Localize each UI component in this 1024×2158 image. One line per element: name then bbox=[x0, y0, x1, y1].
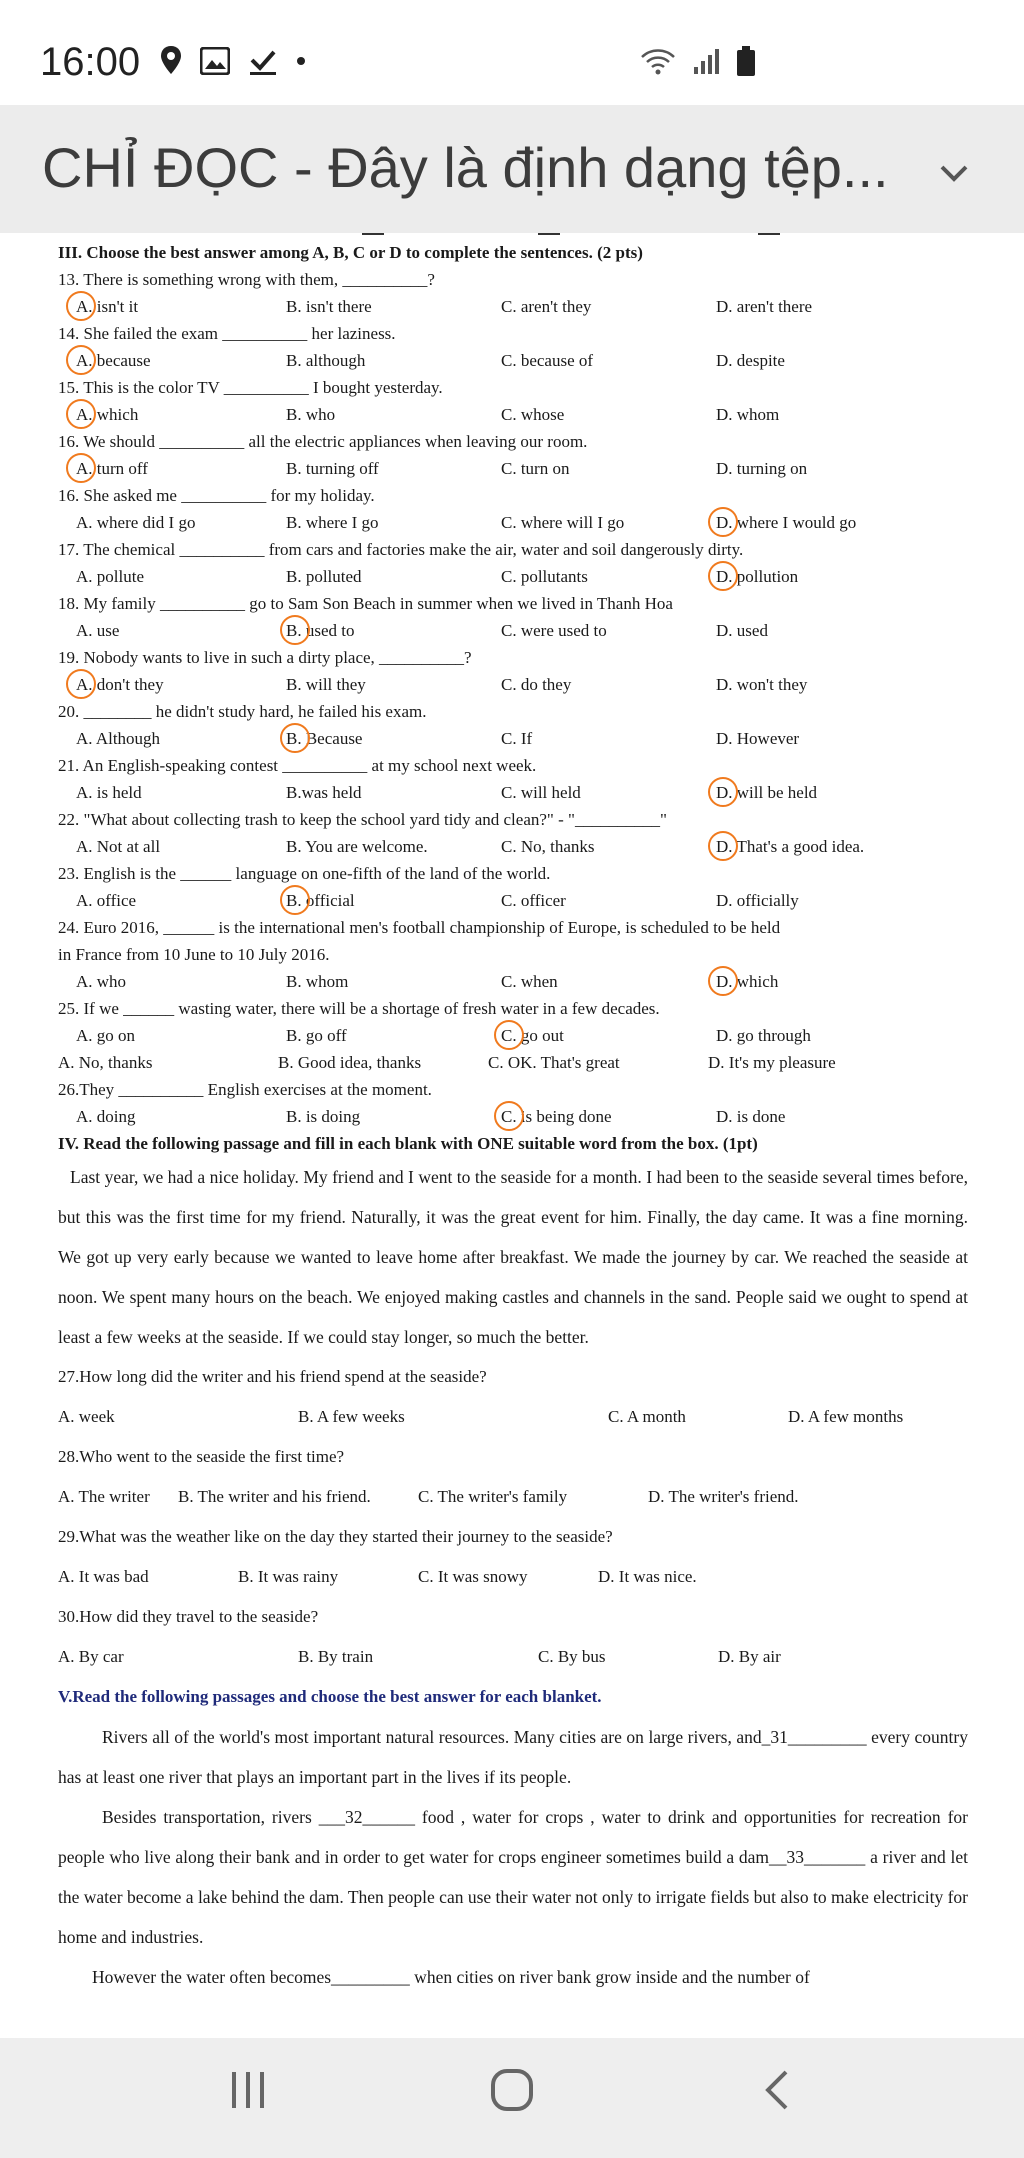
options-25-extra bbox=[58, 1049, 968, 1076]
option: B. go off bbox=[286, 1026, 347, 1045]
question-16b: 16. She asked me __________ for my holiday. bbox=[58, 486, 375, 505]
option: C. will held bbox=[501, 783, 581, 802]
option: B. who bbox=[286, 405, 336, 424]
location-icon bbox=[160, 46, 182, 76]
options-15 bbox=[58, 401, 968, 428]
option: C. OK. That's great bbox=[488, 1053, 620, 1072]
option: C. when bbox=[501, 972, 558, 991]
question-30: 30.How did they travel to the seaside? bbox=[58, 1607, 319, 1626]
option: C. where will I go bbox=[501, 513, 625, 532]
answer-mark bbox=[494, 1020, 524, 1050]
document-title[interactable]: CHỈ ĐỌC - Đây là định dạng tệp... bbox=[42, 136, 889, 199]
option: B. whom bbox=[286, 972, 349, 991]
question-21: 21. An English-speaking contest __________ at my school next week. bbox=[58, 756, 537, 775]
option: D. It was nice. bbox=[598, 1567, 697, 1586]
options-28 bbox=[58, 1477, 968, 1517]
home-icon[interactable] bbox=[490, 2068, 534, 2112]
question-25: 25. If we ______ wasting water, there will be a shortage of fresh water in a few decades. bbox=[58, 999, 660, 1018]
option: D. used bbox=[716, 621, 768, 640]
option: D. By air bbox=[718, 1647, 781, 1666]
option: C. is being done bbox=[501, 1107, 612, 1126]
option: B. Because bbox=[286, 729, 363, 748]
option: C. A month bbox=[608, 1407, 686, 1426]
option: B. isn't there bbox=[286, 297, 372, 316]
option: D. which bbox=[716, 972, 779, 991]
option: A. because bbox=[76, 351, 151, 370]
options-21 bbox=[58, 779, 968, 806]
option: A. Although bbox=[76, 729, 161, 748]
option: C. aren't they bbox=[501, 297, 592, 316]
option: B. polluted bbox=[286, 567, 362, 586]
signal-icon bbox=[692, 47, 720, 75]
option: D. where I would go bbox=[716, 513, 857, 532]
option: C. turn on bbox=[501, 459, 570, 478]
option: A. It was bad bbox=[58, 1567, 149, 1586]
option: C. officer bbox=[501, 891, 566, 910]
option: A. The writer bbox=[58, 1487, 150, 1506]
option: A. which bbox=[76, 405, 139, 424]
option: A. where did I go bbox=[76, 513, 196, 532]
option: C. The writer's family bbox=[418, 1487, 568, 1506]
option: B. is doing bbox=[286, 1107, 361, 1126]
option: B. A few weeks bbox=[298, 1407, 405, 1426]
option: A. is held bbox=[76, 783, 142, 802]
navigation-bar bbox=[0, 2038, 1024, 2158]
chevron-down-icon[interactable] bbox=[934, 153, 974, 193]
option: A. office bbox=[76, 891, 137, 910]
option: A. No, thanks bbox=[58, 1053, 153, 1072]
option: A. week bbox=[58, 1407, 115, 1426]
option: D. despite bbox=[716, 351, 785, 370]
question-18: 18. My family __________ go to Sam Son Beach in summer when we lived in Thanh Hoa bbox=[58, 594, 673, 613]
option: B. official bbox=[286, 891, 355, 910]
option: C. go out bbox=[501, 1026, 564, 1045]
question-14: 14. She failed the exam __________ her laziness. bbox=[58, 324, 396, 343]
question-24-cont: in France from 10 June to 10 July 2016. bbox=[58, 945, 330, 964]
question-19: 19. Nobody wants to live in such a dirty place, __________? bbox=[58, 648, 472, 667]
options-17 bbox=[58, 563, 968, 590]
passage-1: Last year, we had a nice holiday. My friend and I went to the seaside for a month. I had been to the seaside several times before, but this was the first time for my friend. Naturally, it was the great event for him. Finally, the day came. It was a fine morning. We got up very early because we wanted to leave home after breakfast. We made the journey by car. We reached the seaside at noon. We spent many hours on the beach. We enjoyed making castles and channels in the sand. People said we ought to spend at least a few weeks at the seaside. If we could stay longer, so much the better. bbox=[58, 1167, 968, 1347]
options-24 bbox=[58, 968, 968, 995]
option: B. used to bbox=[286, 621, 355, 640]
answer-mark bbox=[66, 399, 96, 429]
option: B. You are welcome. bbox=[286, 837, 428, 856]
question-23: 23. English is the ______ language on one-fifth of the land of the world. bbox=[58, 864, 551, 883]
question-15: 15. This is the color TV __________ I bought yesterday. bbox=[58, 378, 443, 397]
option: B.was held bbox=[286, 783, 362, 802]
answer-mark bbox=[708, 777, 738, 807]
answer-mark bbox=[280, 615, 310, 645]
option: D. aren't there bbox=[716, 297, 813, 316]
options-13 bbox=[58, 293, 968, 320]
option: C. whose bbox=[501, 405, 565, 424]
option: A. don't they bbox=[76, 675, 164, 694]
option: C. were used to bbox=[501, 621, 607, 640]
app-bar bbox=[0, 105, 1024, 233]
option: A. Not at all bbox=[76, 837, 161, 856]
answer-mark bbox=[280, 723, 310, 753]
options-27 bbox=[58, 1397, 968, 1437]
option: D. is done bbox=[716, 1107, 786, 1126]
back-icon[interactable] bbox=[760, 2068, 796, 2112]
question-26: 26.They __________ English exercises at the moment. bbox=[58, 1080, 432, 1099]
dot-icon bbox=[296, 56, 306, 66]
status-time: 16:00 bbox=[40, 40, 141, 84]
option: B. It was rainy bbox=[238, 1567, 339, 1586]
option: A. use bbox=[76, 621, 120, 640]
option: A. go on bbox=[76, 1026, 136, 1045]
question-13: 13. There is something wrong with them, __________? bbox=[58, 270, 435, 289]
passage-2b: Besides transportation, rivers ___32______ food , water for crops , water to drink and opportunities for recreation for people who live along their bank and in order to get water for crops engineer sometimes build a dam__33_______ a river and let the water become a lake behind the dam. Then people can use their water not only to irrigate fields but also to make electricity for home and industries. bbox=[58, 1807, 968, 1947]
edge-mark bbox=[538, 233, 560, 235]
answer-mark bbox=[280, 885, 310, 915]
section-4-title: IV. Read the following passage and fill in each blank with ONE suitable word from the box. (1pt) bbox=[58, 1134, 758, 1153]
option: D. The writer's friend. bbox=[648, 1487, 799, 1506]
document-page bbox=[58, 233, 968, 1997]
recent-apps-icon[interactable] bbox=[228, 2068, 268, 2112]
options-20 bbox=[58, 725, 968, 752]
options-14 bbox=[58, 347, 968, 374]
option: C. If bbox=[501, 729, 533, 748]
option: C. because of bbox=[501, 351, 594, 370]
option: A. isn't it bbox=[76, 297, 139, 316]
option: B. By train bbox=[298, 1647, 374, 1666]
option: D. A few months bbox=[788, 1407, 904, 1426]
question-22: 22. "What about collecting trash to keep the school yard tidy and clean?" - "__________" bbox=[58, 810, 667, 829]
option: C. do they bbox=[501, 675, 572, 694]
option: D. That's a good idea. bbox=[716, 837, 865, 856]
option: C. pollutants bbox=[501, 567, 588, 586]
options-30 bbox=[58, 1637, 968, 1677]
edge-mark bbox=[362, 233, 384, 235]
options-22 bbox=[58, 833, 968, 860]
option: A. By car bbox=[58, 1647, 124, 1666]
option: D. pollution bbox=[716, 567, 799, 586]
passage-2c: However the water often becomes_________ when cities on river bank grow inside and the number of bbox=[92, 1967, 810, 1987]
status-bar bbox=[0, 0, 1024, 105]
options-16a bbox=[58, 455, 968, 482]
answer-mark bbox=[708, 966, 738, 996]
option: C. It was snowy bbox=[418, 1567, 528, 1586]
option: D. It's my pleasure bbox=[708, 1053, 836, 1072]
option: A. pollute bbox=[76, 567, 144, 586]
question-28: 28.Who went to the seaside the first time? bbox=[58, 1447, 345, 1466]
section-5-title: V.Read the following passages and choose the best answer for each blanket. bbox=[58, 1687, 602, 1706]
options-29 bbox=[58, 1557, 968, 1597]
question-17: 17. The chemical __________ from cars and factories make the air, water and soil dangerously dirty. bbox=[58, 540, 744, 559]
option: D. will be held bbox=[716, 783, 818, 802]
option: B. where I go bbox=[286, 513, 379, 532]
edge-mark bbox=[758, 233, 780, 235]
option: D. go through bbox=[716, 1026, 811, 1045]
section-3-title: III. Choose the best answer among A, B, C or D to complete the sentences. (2 pts) bbox=[58, 243, 643, 262]
options-23 bbox=[58, 887, 968, 914]
option: B. turning off bbox=[286, 459, 379, 478]
option: D. won't they bbox=[716, 675, 808, 694]
question-29: 29.What was the weather like on the day they started their journey to the seaside? bbox=[58, 1527, 613, 1546]
answer-mark bbox=[66, 291, 96, 321]
option: B. although bbox=[286, 351, 366, 370]
answer-mark bbox=[66, 669, 96, 699]
answer-mark bbox=[708, 507, 738, 537]
option: D. whom bbox=[716, 405, 780, 424]
option: B. Good idea, thanks bbox=[278, 1053, 422, 1072]
gallery-icon bbox=[200, 47, 230, 75]
answer-mark bbox=[708, 561, 738, 591]
question-24: 24. Euro 2016, ______ is the international men's football championship of Europe, is scheduled to be held bbox=[58, 918, 781, 937]
document-view[interactable] bbox=[0, 233, 1024, 2038]
answer-mark bbox=[708, 831, 738, 861]
answer-mark bbox=[494, 1101, 524, 1131]
answer-mark bbox=[66, 345, 96, 375]
option: A. turn off bbox=[76, 459, 148, 478]
download-done-icon bbox=[248, 46, 278, 76]
battery-icon bbox=[736, 46, 756, 76]
option: C. By bus bbox=[538, 1647, 606, 1666]
option: B. will they bbox=[286, 675, 366, 694]
option: A. doing bbox=[76, 1107, 136, 1126]
option: D. officially bbox=[716, 891, 799, 910]
question-27: 27.How long did the writer and his friend spend at the seaside? bbox=[58, 1367, 487, 1386]
option: D. turning on bbox=[716, 459, 808, 478]
options-16b bbox=[58, 509, 968, 536]
wifi-icon bbox=[640, 47, 676, 75]
answer-mark bbox=[66, 453, 96, 483]
option: A. who bbox=[76, 972, 127, 991]
option: C. No, thanks bbox=[501, 837, 595, 856]
option: D. However bbox=[716, 729, 800, 748]
option: B. The writer and his friend. bbox=[178, 1487, 371, 1506]
options-18 bbox=[58, 617, 968, 644]
options-19 bbox=[58, 671, 968, 698]
question-16a: 16. We should __________ all the electric appliances when leaving our room. bbox=[58, 432, 588, 451]
question-20: 20. ________ he didn't study hard, he failed his exam. bbox=[58, 702, 427, 721]
passage-2a: Rivers all of the world's most important natural resources. Many cities are on large rivers, and_31_________ every country has at least one river that plays an important part in the lives if its people. bbox=[58, 1727, 968, 1787]
top-edge-marks bbox=[58, 233, 968, 237]
